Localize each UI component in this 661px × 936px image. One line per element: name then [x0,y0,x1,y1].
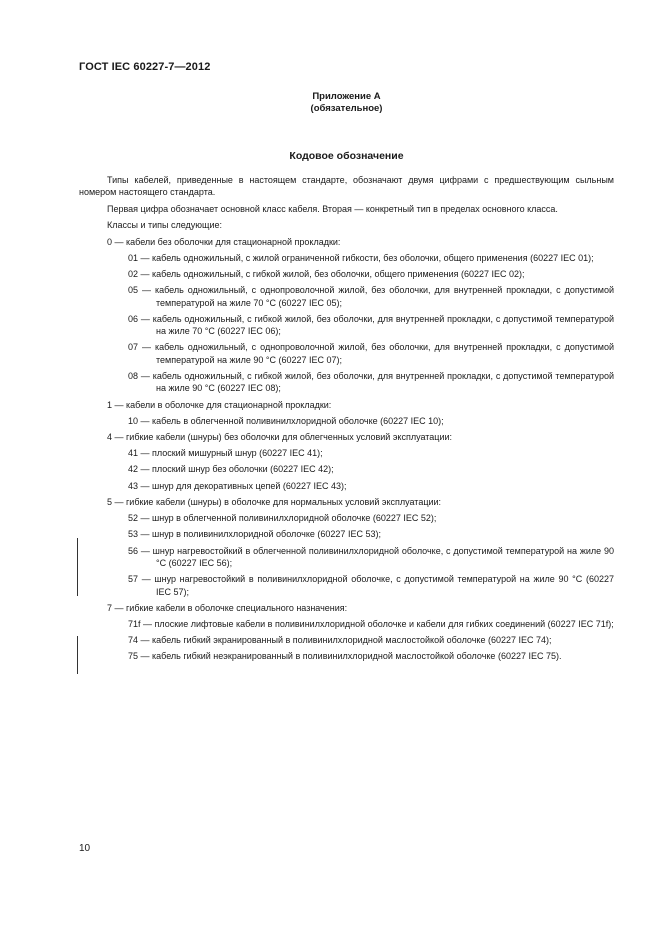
document-code: ГОСТ IEC 60227-7—2012 [79,61,211,73]
type-entry: 41 — плоский мишурный шнур (60227 IEC 41); [128,448,323,459]
section-heading: Кодовое обозначение [289,150,404,162]
class-label: 0 — кабели без оболочки для стационарной прокладки: [107,236,341,247]
type-entry: 75 — кабель гибкий неэкранированный в поливинилхлоридной маслостойкой оболочке (60227 IEC 75). [128,651,562,662]
class-group-5 [79,496,614,598]
class-group-0 [79,236,614,395]
type-entry: 52 — шнур в облегченной поливинилхлоридной оболочке (60227 IEC 52); [128,513,437,524]
intro-paragraph: Первая цифра обозначает основной класс кабеля. Вторая — конкретный тип в пределах основного класса. [107,203,558,214]
annex-status: (обязательное) [310,103,383,114]
class-label: 1 — кабели в оболочке для стационарной прокладки: [107,399,332,410]
type-entry: 43 — шнур для декоративных цепей (60227 IEC 43); [128,480,347,491]
type-entry: 53 — шнур в поливинилхлоридной оболочке (60227 IEC 53); [128,529,381,540]
type-entry: 07 — кабель одножильный, с однопроволочной жилой, без оболочки, для внутренней прокладки, с допустимой температурой на жиле 90 °С (60227 IEC 07); [128,342,614,365]
type-entry: 02 — кабель одножильный, с гибкой жилой, без оболочки, общего применения (60227 IEC 02); [128,269,525,280]
class-label: 4 — гибкие кабели (шнуры) без оболочки для облегченных условий эксплуатации: [107,432,453,443]
type-entry: 74 — кабель гибкий экранированный в поливинилхлоридной маслостойкой оболочке (60227 IEC 74); [128,635,552,646]
type-entry: 10 — кабель в облегченной поливинилхлоридной оболочке (60227 IEC 10); [128,415,444,426]
page-number: 10 [79,843,91,854]
type-entry: 05 — кабель одножильный, с однопроволочной жилой, без оболочки, для внутренней прокладки, с допустимой температурой на жиле 70 °С (60227 IEC 05); [128,285,614,308]
revision-mark [77,636,78,674]
type-entry: 57 — шнур нагревостойкий в поливинилхлоридной оболочке, с допустимой температурой на жиле 90 °С (60227 IEC 57); [128,574,614,597]
class-label: 5 — гибкие кабели (шнуры) в оболочке для нормальных условий эксплуатации: [107,496,442,507]
intro-paragraph: Классы и типы следующие: [107,220,222,231]
type-entry: 08 — кабель одножильный, с гибкой жилой, без оболочки, для внутренней прокладки, с допустимой температурой на жиле 90 °С (60227 IEC 08); [128,371,614,394]
type-entry: 56 — шнур нагревостойкий в облегченной поливинилхлоридной оболочке, с допустимой температурой на жиле 90 °С (60227 IEC 56); [128,545,614,568]
type-entry: 06 — кабель одножильный, с гибкой жилой, без оболочки, для внутренней прокладки, с допустимой температурой на жиле 70 °С (60227 IEC 06); [128,313,614,337]
intro-paragraph: Типы кабелей, приведенные в настоящем стандарте, обозначают двумя цифрами с предшествующим сыльным номером настоящего стандарта. [79,175,614,198]
type-entry: 42 — плоский шнур без оболочки (60227 IEC 42); [128,464,334,475]
class-group-7 [79,602,614,663]
class-label: 7 — гибкие кабели в оболочке специального назначения: [107,602,348,613]
revision-mark [77,538,78,596]
type-entry: 71f — плоские лифтовые кабели в поливинилхлоридной оболочке и кабели для гибких соединений (60227 IEC 71f); [128,618,614,629]
annex-title: Приложение А [312,91,381,102]
class-group-1 [79,399,614,428]
document-body [79,174,614,667]
type-entry: 01 — кабель одножильный, с жилой ограниченной гибкости, без оболочки, общего применения (60227 IEC 01); [128,252,594,263]
class-group-4 [79,431,614,492]
